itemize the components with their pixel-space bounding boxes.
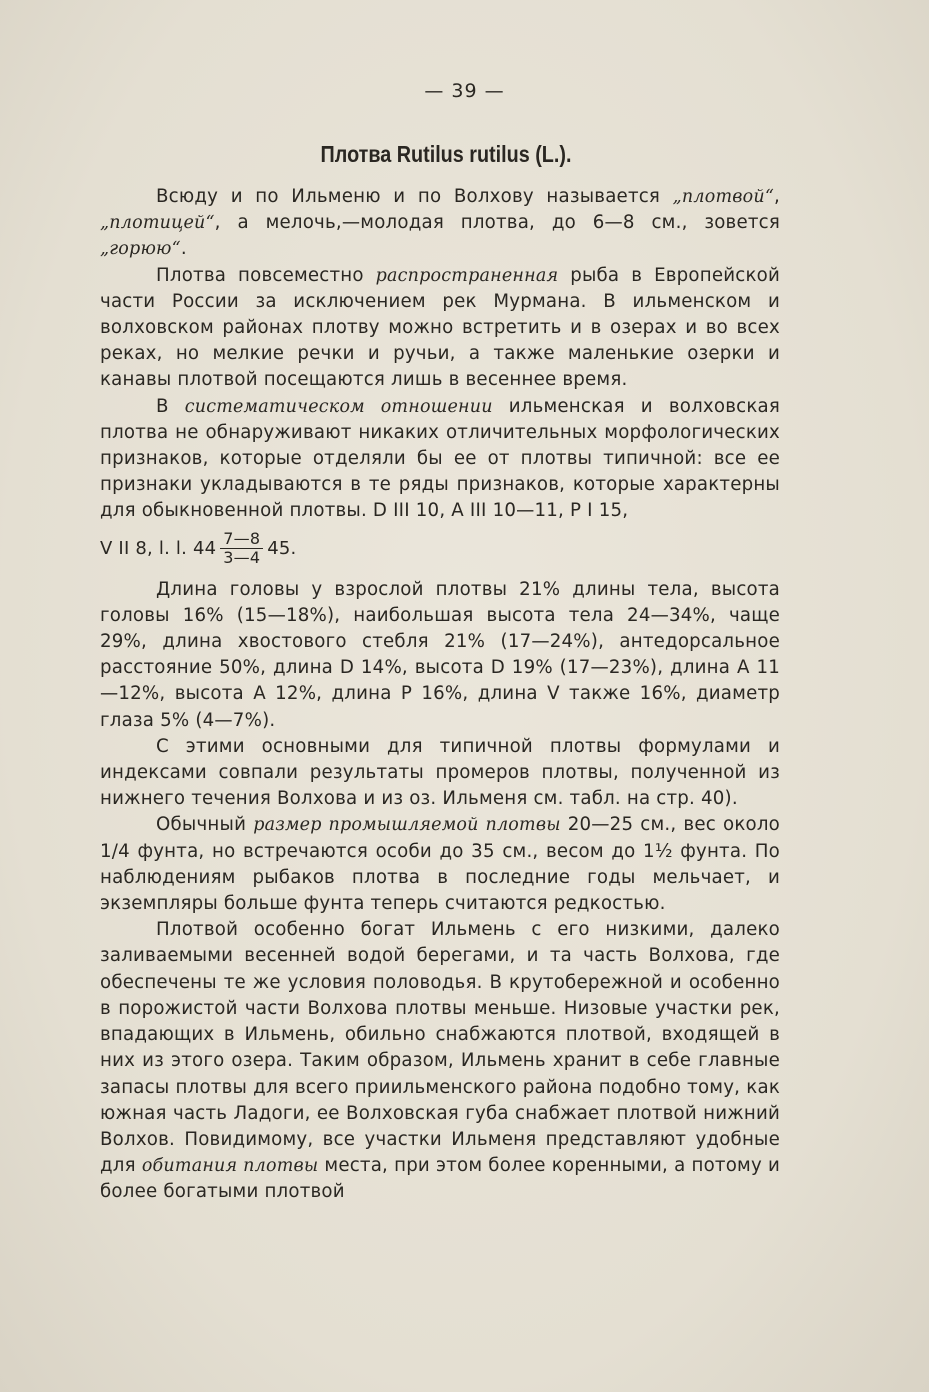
text-run: Плотвой особенно богат Ильмень с его низкими, далеко заливаемыми весенней водой берегами, и та часть Волхова, где обеспечены те же условия половодья. В крутобережной и особенно в порожистой части Волхова плотвы меньше. Низовые участки рек, впадающих в Ильмень, обильно снабжаются плотвой, входящей в них из этого озера. Таким образом, Ильмень хранит в себе главные запасы плотвы для всего приильменского района подобно тому, как южная часть Ладоги, ее Волховская губа снабжает плотвой нижний Волхов. Повидимому, все участки Ильменя представляют удобные для	[100, 919, 780, 1177]
fraction-numerator: 7—8	[220, 530, 263, 549]
text-run: , а мелочь,—молодая плотва, до 6—8 см., зовется	[214, 212, 780, 234]
text-run: .	[180, 238, 187, 260]
text-run: В	[156, 395, 185, 417]
text-run: ,	[774, 186, 780, 207]
fraction-denominator: 3—4	[223, 548, 261, 568]
paragraph-2	[100, 263, 780, 394]
paragraph-6	[100, 812, 780, 917]
text-run: Обычный	[156, 814, 254, 836]
italic-term: обитания плотвы	[141, 1156, 319, 1177]
text-run: рыба в Европейской части России за исключением рек Мурмана. В ильменском и волховском районах плотву можно встретить и в озерах и во всех реках, но мелкие речки и ручьи, а также маленькие озерки и канавы плотвой посещаются лишь в весеннее время.	[100, 264, 780, 391]
formula-fraction	[220, 530, 263, 567]
text-run: ильменская и волховская плотва не обнаруживают никаких отличительных морфологических признаков, которые отделяли бы ее от плотвы типичной: все ее признаки укладываются в те ряды признаков, которые характерны для обыкновенной плотвы. D III 10, A III 10—11, P I 15,	[100, 395, 780, 522]
page-number: — 39 —	[424, 80, 505, 102]
paragraph-4: Длина головы у взрослой плотвы 21% длины тела, высота головы 16% (15—18%), наибольшая высота тела 24—34%, чаще 29%, длина хвостового стебля 21% (17—24%), антедорсальное расстояние 50%, длина D 14%, высота D 19% (17—23%), длина A 11—12%, высота A 12%, длина P 16%, длина V также 16%, диаметр глаза 5% (4—7%).	[100, 578, 780, 731]
italic-term: размер промышляемой плотвы	[253, 815, 561, 836]
formula-prefix: V II 8, l. l. 44	[100, 537, 217, 559]
italic-term: „плотвой“	[672, 187, 775, 207]
italic-term: систематическом отношении	[184, 396, 493, 417]
text-run: Плотва повсеместно	[156, 264, 376, 286]
section-title: Плотва Rutilus rutilus (L.).	[320, 141, 572, 167]
paragraph-1	[100, 184, 780, 263]
italic-term: „плотицей“	[100, 213, 215, 234]
paragraph-3	[100, 394, 780, 525]
formula-suffix: 45.	[267, 537, 297, 559]
text-run: места, при этом более коренными, а потому и более богатыми плотвой	[100, 1155, 780, 1203]
italic-term: „горюю“	[100, 239, 181, 260]
italic-term: распространенная	[375, 265, 559, 286]
body-text	[100, 184, 780, 1206]
text-run: 20—25 см., вес около 1/4 фунта, но встречаются особи до 35 см., весом до 1½ фунта. По наблюдениям рыбаков плотва в последние годы мельчает, и экземпляры больше фунта теперь считаются редкостью.	[100, 814, 781, 915]
fin-formula	[100, 529, 780, 569]
paragraph-5: С этими основными для типичной плотвы формулами и индексами совпали результаты промеров плотвы, полученной из нижнего течения Волхова и из оз. Ильменя см. табл. на стр. 40).	[100, 735, 780, 810]
text-run: Всюду и по Ильменю и по Волхову называется	[156, 186, 673, 207]
paragraph-7	[100, 917, 780, 1205]
